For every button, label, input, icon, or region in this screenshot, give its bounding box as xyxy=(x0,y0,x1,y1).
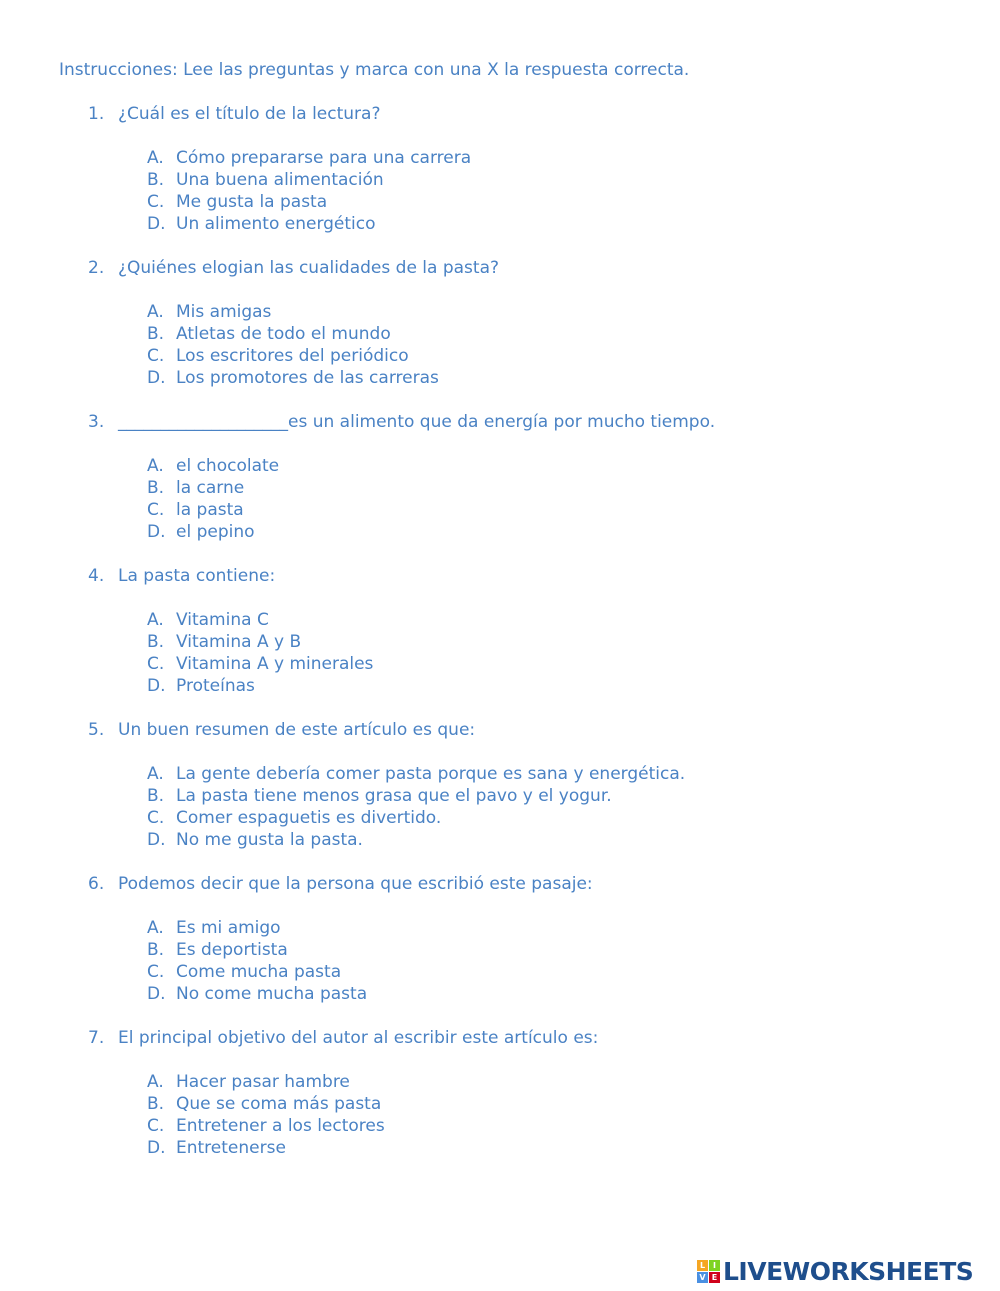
answer-option[interactable] xyxy=(0,1115,1000,1137)
option-letter: C. xyxy=(147,192,165,212)
option-text: la carne xyxy=(176,478,245,498)
answer-option[interactable] xyxy=(0,609,1000,631)
option-letter: C. xyxy=(147,654,165,674)
option-letter: D. xyxy=(147,830,166,850)
question-list xyxy=(0,103,1000,1181)
option-text: Vitamina A y B xyxy=(176,632,302,652)
option-letter: B. xyxy=(147,1094,165,1114)
answer-option[interactable] xyxy=(0,477,1000,499)
option-text: Atletas de todo el mundo xyxy=(176,324,391,344)
logo-mark-tile: V xyxy=(697,1272,708,1283)
option-letter: D. xyxy=(147,676,166,696)
question-row xyxy=(0,1027,1000,1049)
option-letter: A. xyxy=(147,610,164,630)
option-letter: A. xyxy=(147,148,164,168)
option-letter: A. xyxy=(147,764,164,784)
liveworksheets-logo xyxy=(697,1256,973,1286)
question-row xyxy=(0,719,1000,741)
question-4 xyxy=(0,565,1000,697)
question-row xyxy=(0,411,1000,433)
option-text: Entretener a los lectores xyxy=(176,1116,385,1136)
answer-option[interactable] xyxy=(0,961,1000,983)
question-text: ¿Quiénes elogian las cualidades de la pasta? xyxy=(118,258,500,278)
answer-options xyxy=(0,609,1000,697)
answer-option[interactable] xyxy=(0,785,1000,807)
question-text: ¿Cuál es el título de la lectura? xyxy=(118,104,381,124)
answer-options xyxy=(0,455,1000,543)
question-text: ____________________es un alimento que da energía por mucho tiempo. xyxy=(118,412,716,432)
option-letter: D. xyxy=(147,1138,166,1158)
logo-mark-tile: I xyxy=(709,1260,720,1271)
answer-option[interactable] xyxy=(0,455,1000,477)
option-letter: D. xyxy=(147,214,166,234)
answer-option[interactable] xyxy=(0,631,1000,653)
option-letter: C. xyxy=(147,346,165,366)
option-text: Hacer pasar hambre xyxy=(176,1072,350,1092)
answer-option[interactable] xyxy=(0,1137,1000,1159)
question-number: 7. xyxy=(88,1028,105,1048)
answer-option[interactable] xyxy=(0,983,1000,1005)
logo-text: LIVEWORKSHEETS xyxy=(723,1256,974,1286)
option-letter: B. xyxy=(147,786,165,806)
question-5 xyxy=(0,719,1000,851)
option-letter: C. xyxy=(147,500,165,520)
option-letter: A. xyxy=(147,918,164,938)
question-text: El principal objetivo del autor al escribir este artículo es: xyxy=(118,1028,599,1048)
question-number: 2. xyxy=(88,258,105,278)
question-row xyxy=(0,873,1000,895)
option-letter: B. xyxy=(147,940,165,960)
question-row xyxy=(0,565,1000,587)
question-6 xyxy=(0,873,1000,1005)
answer-option[interactable] xyxy=(0,213,1000,235)
option-text: Un alimento energético xyxy=(176,214,376,234)
answer-option[interactable] xyxy=(0,807,1000,829)
answer-option[interactable] xyxy=(0,763,1000,785)
question-number: 4. xyxy=(88,566,105,586)
option-letter: B. xyxy=(147,324,165,344)
option-text: La gente debería comer pasta porque es sana y energética. xyxy=(176,764,686,784)
question-2 xyxy=(0,257,1000,389)
answer-option[interactable] xyxy=(0,829,1000,851)
option-letter: B. xyxy=(147,478,165,498)
instructions-text: Instrucciones: Lee las preguntas y marca con una X la respuesta correcta. xyxy=(59,60,690,80)
answer-options xyxy=(0,147,1000,235)
answer-options xyxy=(0,917,1000,1005)
option-text: Que se coma más pasta xyxy=(176,1094,382,1114)
option-text: Los escritores del periódico xyxy=(176,346,409,366)
answer-options xyxy=(0,763,1000,851)
question-row xyxy=(0,103,1000,125)
answer-option[interactable] xyxy=(0,1071,1000,1093)
option-letter: A. xyxy=(147,456,164,476)
answer-options xyxy=(0,1071,1000,1159)
option-text: la pasta xyxy=(176,500,244,520)
option-text: Es deportista xyxy=(176,940,288,960)
option-text: Una buena alimentación xyxy=(176,170,384,190)
question-number: 5. xyxy=(88,720,105,740)
answer-option[interactable] xyxy=(0,147,1000,169)
option-text: Come mucha pasta xyxy=(176,962,342,982)
option-text: Comer espaguetis es divertido. xyxy=(176,808,442,828)
answer-option[interactable] xyxy=(0,345,1000,367)
option-letter: D. xyxy=(147,984,166,1004)
option-text: el chocolate xyxy=(176,456,280,476)
option-text: Entretenerse xyxy=(176,1138,286,1158)
option-text: Vitamina A y minerales xyxy=(176,654,374,674)
answer-option[interactable] xyxy=(0,169,1000,191)
option-text: No come mucha pasta xyxy=(176,984,368,1004)
answer-option[interactable] xyxy=(0,301,1000,323)
option-text: La pasta tiene menos grasa que el pavo y el yogur. xyxy=(176,786,612,806)
option-text: No me gusta la pasta. xyxy=(176,830,363,850)
option-letter: D. xyxy=(147,368,166,388)
option-text: Los promotores de las carreras xyxy=(176,368,439,388)
option-text: Cómo prepararse para una carrera xyxy=(176,148,472,168)
option-text: Mis amigas xyxy=(176,302,272,322)
answer-option[interactable] xyxy=(0,1093,1000,1115)
option-letter: C. xyxy=(147,962,165,982)
option-letter: D. xyxy=(147,522,166,542)
option-text: Es mi amigo xyxy=(176,918,281,938)
question-7 xyxy=(0,1027,1000,1159)
question-3 xyxy=(0,411,1000,543)
question-text: Podemos decir que la persona que escribió este pasaje: xyxy=(118,874,593,894)
answer-option[interactable] xyxy=(0,939,1000,961)
answer-option[interactable] xyxy=(0,499,1000,521)
question-text: Un buen resumen de este artículo es que: xyxy=(118,720,476,740)
answer-option[interactable] xyxy=(0,917,1000,939)
option-text: Me gusta la pasta xyxy=(176,192,328,212)
answer-option[interactable] xyxy=(0,191,1000,213)
option-text: Vitamina C xyxy=(176,610,269,630)
logo-mark-icon xyxy=(697,1260,720,1283)
answer-option[interactable] xyxy=(0,521,1000,543)
question-number: 6. xyxy=(88,874,105,894)
option-text: Proteínas xyxy=(176,676,255,696)
answer-option[interactable] xyxy=(0,367,1000,389)
answer-option[interactable] xyxy=(0,323,1000,345)
answer-options xyxy=(0,301,1000,389)
logo-mark-tile: E xyxy=(709,1272,720,1283)
answer-option[interactable] xyxy=(0,653,1000,675)
option-letter: A. xyxy=(147,302,164,322)
logo-mark-tile: L xyxy=(697,1260,708,1271)
question-text: La pasta contiene: xyxy=(118,566,276,586)
option-letter: C. xyxy=(147,1116,165,1136)
question-number: 3. xyxy=(88,412,105,432)
question-row xyxy=(0,257,1000,279)
option-letter: A. xyxy=(147,1072,164,1092)
answer-option[interactable] xyxy=(0,675,1000,697)
option-text: el pepino xyxy=(176,522,255,542)
question-number: 1. xyxy=(88,104,105,124)
option-letter: C. xyxy=(147,808,165,828)
option-letter: B. xyxy=(147,632,165,652)
question-1 xyxy=(0,103,1000,235)
option-letter: B. xyxy=(147,170,165,190)
